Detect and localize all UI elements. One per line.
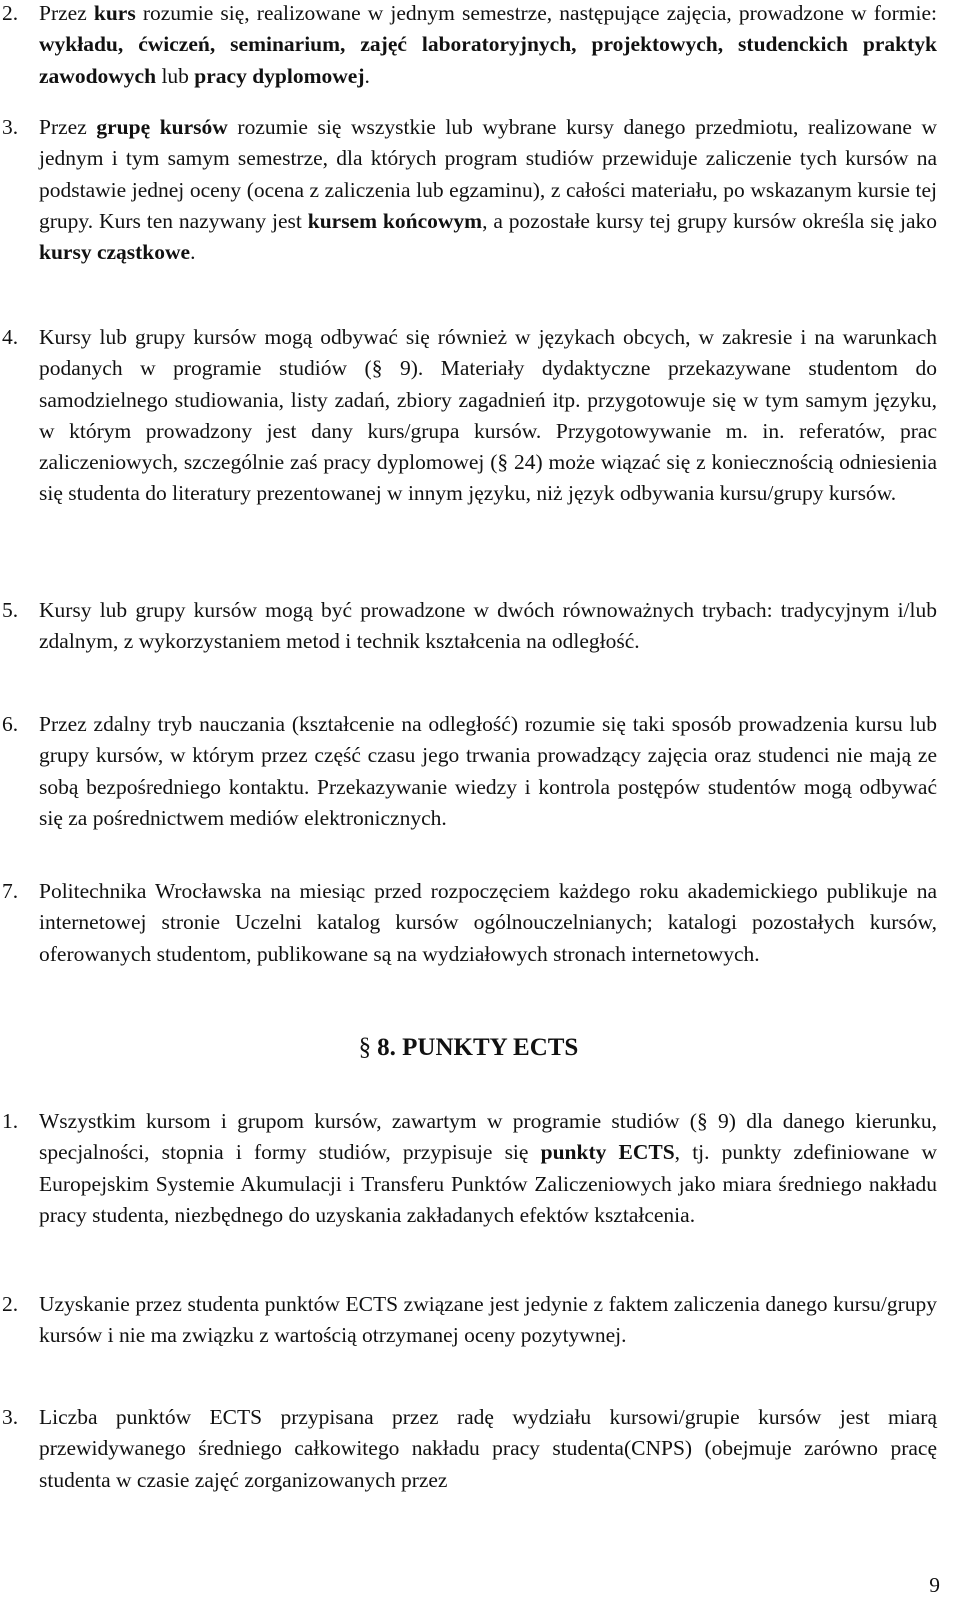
text-run: 9). Materiały dydaktyczne przekazywane studentom do samodzielnego studiowania, listy zadań, zbiory zagadnień itp. przygotowuje się w tym samym języku, w którym prowadzony jest dany kurs/grupa kursów. Przygotowywanie m. in. referatów, prac zaliczeniowych, szczególnie zaś pracy dyplomowej ( [39,356,937,475]
text-run: . [364,63,370,88]
text-run: Uzyskanie przez studenta punktów ECTS związane jest jedynie z faktem zaliczenia danego kursu/grupy kursów i nie ma związku z wartością otrzymanej oceny pozytywnej. [39,1292,937,1348]
paragraph-text [39,112,937,268]
text-run: rozumie się, realizowane w jednym semestrze, następujące zajęcia, prowadzone w formie: [135,1,937,25]
text-run: Wszystkim kursom i grupom kursów, zawartym w programie studiów ( [39,1109,697,1133]
paragraph-text [39,1289,937,1352]
paragraph-text [39,322,937,510]
paragraph-2 [0,0,937,92]
text-run: Liczba punktów ECTS przypisana przez radę wydziału kursowi/grupie kursów jest miarą przewidywanego średniego całkowitego nakładu pracy studenta(CNPS) (obejmuje zarówno pracę studenta w czasie zajęć zorganizowanych przez [39,1405,937,1492]
paragraph-3 [0,112,937,268]
paragraph-text [39,1106,937,1231]
text-run: rozumie się wszystkie lub wybrane kursy danego przedmiotu, realizowane w jednym i tym samym semestrze, dla których program studiów przewiduje zaliczenie tych kursów na podstawie jednej oceny (ocena z zaliczenia lub egzaminu), z całości materiału, po wskazanym kursie tej grupy. Kurs ten nazywany jest [39,115,938,233]
text-run: , tj. punkty zdefiniowane w Europejskim Systemie Akumulacji i Transferu Punktów Zaliczeniowych jako miara średniego nakładu pracy studenta, niezbędnego do uzyskania zakładanych efektów kształcenia. [39,1140,938,1227]
paragraph-text [39,876,937,970]
paragraph-number: 4. [2,325,19,349]
text-run: Kursy lub grupy kursów mogą być prowadzone w dwóch równoważnych trybach: tradycyjnym i/lub zdalnym, z wykorzystaniem metod i technik kształcenia na odległość. [39,598,937,654]
bold-term: kursem końcowym [307,208,483,233]
bold-term: wykładu, ćwiczeń, seminarium, zajęć laboratoryjnych, projektowych, studenckich praktyk zawodowych [39,32,937,88]
bold-term: punkty ECTS [540,1140,675,1165]
text-run: Przez zdalny tryb nauczania (kształcenie na odległość) rozumie się taki sposób prowadzenia kursu lub grupy kursów, w którym przez część czasu jego trwania prowadzący zajęcia oraz studenci nie mają ze sobą bezpośredniego kontaktu. Przekazywanie wiedzy i kontrola postępów studentów mogą odbywać się za pośrednictwem mediów elektronicznych. [39,712,937,830]
text-run: 9) dla danego kierunku, specjalności, stopnia i formy studiów, przypisuje się [39,1109,937,1165]
text-run: 24) może wiązać się z koniecznością odniesienia się studenta do literatury prezentowanej w innym języku, niż język odbywania kursu/grupy kursów. [39,450,937,506]
section-symbol: § [696,1109,708,1133]
paragraph-text [39,0,937,92]
text-run: . [190,240,196,265]
text-run: lub [156,63,195,88]
paragraph-text [39,595,937,658]
section-symbol: § [497,450,509,475]
bold-term: kursy cząstkowe [39,240,191,265]
paragraph-number: 5. [2,598,19,622]
bold-term: pracy dyplomowej [194,63,365,88]
paragraph-number: 6. [2,712,19,736]
section-symbol: § [358,1034,372,1061]
ects-paragraph-3 [0,1402,937,1496]
text-run: Przez [39,1,94,25]
section-heading [0,1032,937,1064]
paragraph-5 [0,595,937,658]
paragraph-6 [0,709,937,834]
paragraph-text [39,709,937,834]
section-symbol: § [371,356,383,381]
text-run: , a pozostałe kursy tej grupy kursów określa się jako [482,208,937,233]
paragraph-number: 3. [2,1405,19,1429]
paragraph-number: 2. [2,1292,19,1316]
page-number: 9 [929,1573,940,1597]
paragraph-number: 3. [2,115,19,139]
paragraph-number: 1. [2,1109,19,1133]
text-run: Przez [39,115,97,139]
bold-term: kurs [93,1,136,25]
paragraph-number: 7. [2,879,19,903]
paragraph-number: 2. [2,1,19,25]
paragraph-4 [0,322,937,510]
ects-paragraph-1 [0,1106,937,1231]
text-run: Politechnika Wrocławska na miesiąc przed rozpoczęciem każdego roku akademickiego publikuje na internetowej stronie Uczelni katalog kursów ogólnouczelnianych; katalogi pozostałych kursów, oferowanych studentom, publikowane są na wydziałowych stronach internetowych. [39,879,937,966]
bold-term: grupę kursów [96,115,228,139]
paragraph-7 [0,876,937,970]
paragraph-text [39,1402,937,1496]
ects-paragraph-2 [0,1289,937,1352]
text-run: Kursy lub grupy kursów mogą odbywać się również w językach obcych, w zakresie i na warunkach podanych w programie studiów ( [39,325,937,381]
section-title: 8. PUNKTY ECTS [377,1034,579,1061]
